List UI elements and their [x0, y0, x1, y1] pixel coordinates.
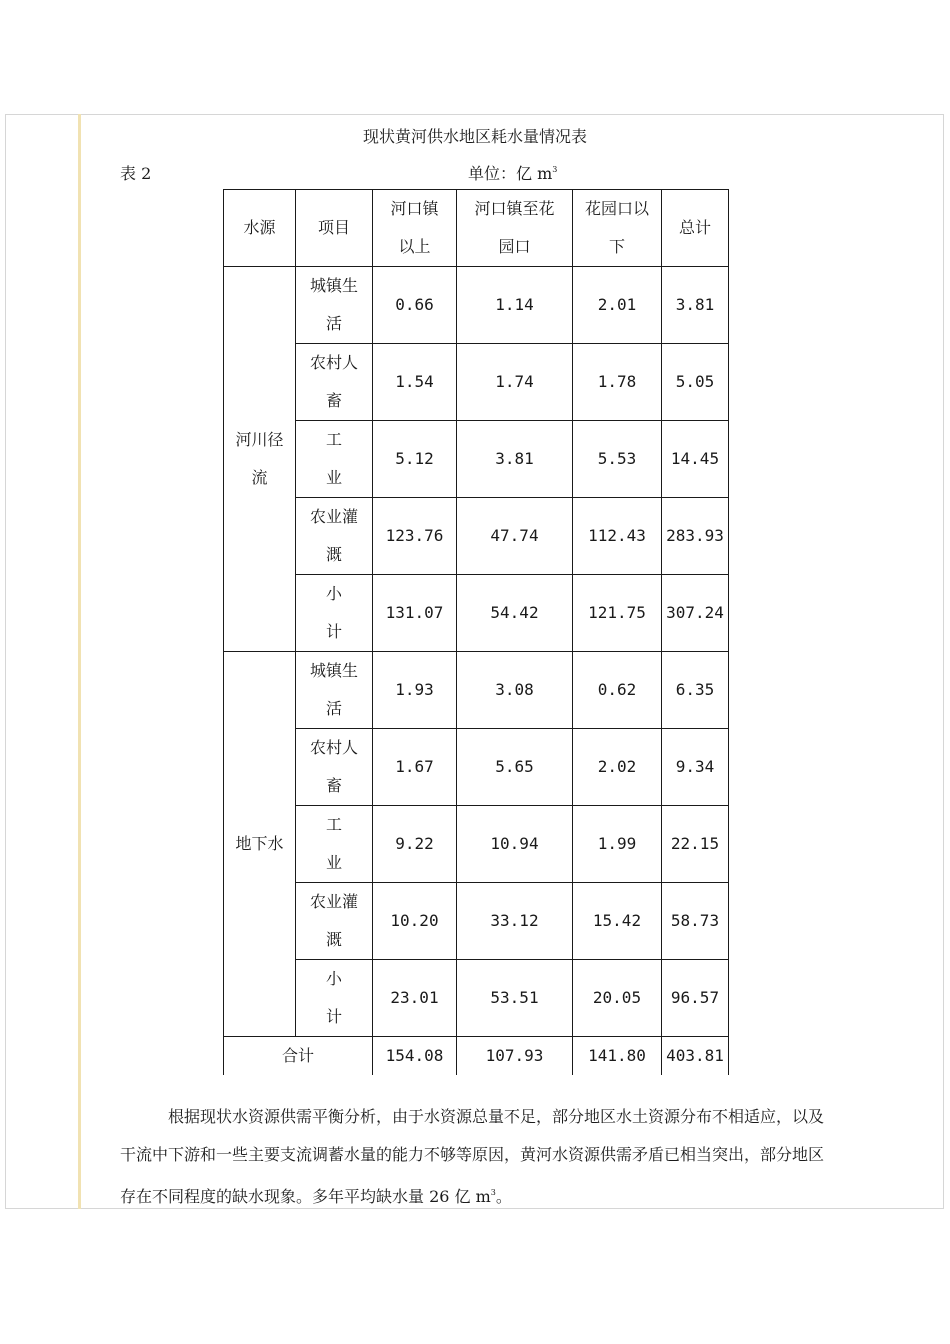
source-line: 流	[251, 468, 268, 487]
item-cell	[296, 344, 373, 421]
total-cell: 3.81	[662, 267, 729, 344]
item-line: 业	[325, 853, 342, 872]
header-col3-line: 花园口以	[584, 199, 649, 218]
source-line: 河川径	[235, 430, 284, 449]
paragraph-text: 根据现状水资源供需平衡分析，由于水资源总量不足，部分地区水土资源分布不相适应，以及干流中下游和一些主要支流调蓄水量的能力不够等原因，黄河水资源供需矛盾已相当突出，部分地区存在不同程度的缺水现象。多年平均缺水量 26 亿 m	[120, 1107, 825, 1206]
grand-total-value: 107.93	[457, 1037, 573, 1076]
item-cell	[296, 498, 373, 575]
header-col2-line: 园口	[498, 237, 531, 256]
total-cell: 9.34	[662, 729, 729, 806]
water-consumption-table	[223, 189, 729, 1075]
grand-total-value: 141.80	[573, 1037, 662, 1076]
table-number: 表 2	[120, 164, 152, 183]
header-total: 总计	[662, 190, 729, 267]
header-col1-line: 以上	[398, 237, 431, 256]
total-cell: 96.57	[662, 960, 729, 1037]
item-line: 溉	[325, 545, 342, 564]
item-cell	[296, 267, 373, 344]
value-cell: 2.01	[573, 267, 662, 344]
item-line: 畜	[325, 391, 342, 410]
value-cell: 53.51	[457, 960, 573, 1037]
header-row	[224, 190, 729, 267]
value-cell: 20.05	[573, 960, 662, 1037]
item-cell	[296, 575, 373, 652]
table-title: 现状黄河供水地区耗水量情况表	[362, 127, 587, 146]
table-row	[224, 729, 729, 806]
item-line: 计	[325, 1007, 342, 1026]
value-cell: 1.74	[457, 344, 573, 421]
value-cell: 15.42	[573, 883, 662, 960]
total-cell: 5.05	[662, 344, 729, 421]
table-row	[224, 806, 729, 883]
value-cell: 3.81	[457, 421, 573, 498]
item-cell	[296, 883, 373, 960]
total-cell: 6.35	[662, 652, 729, 729]
header-item: 项目	[296, 190, 373, 267]
value-cell: 9.22	[373, 806, 457, 883]
table-row	[224, 344, 729, 421]
header-col2	[457, 190, 573, 267]
value-cell: 10.20	[373, 883, 457, 960]
item-line: 农村人	[309, 353, 358, 372]
value-cell: 1.14	[457, 267, 573, 344]
grand-total-label: 合计	[224, 1037, 373, 1076]
item-line: 业	[325, 468, 342, 487]
header-col1-line: 河口镇	[390, 199, 439, 218]
table-row	[224, 960, 729, 1037]
value-cell: 1.99	[573, 806, 662, 883]
item-line: 畜	[325, 776, 342, 795]
value-cell: 0.62	[573, 652, 662, 729]
item-line: 活	[325, 314, 342, 333]
header-source: 水源	[224, 190, 296, 267]
item-line: 活	[325, 699, 342, 718]
margin-rule	[78, 114, 81, 1209]
item-cell	[296, 421, 373, 498]
item-line: 城镇生	[309, 276, 358, 295]
total-cell: 14.45	[662, 421, 729, 498]
item-line: 城镇生	[309, 661, 358, 680]
value-cell: 121.75	[573, 575, 662, 652]
item-line: 农业灌	[309, 507, 358, 526]
grand-total-row	[224, 1037, 729, 1076]
value-cell: 1.67	[373, 729, 457, 806]
unit-text: 单位：亿 m	[468, 164, 553, 183]
table-row	[224, 575, 729, 652]
value-cell: 2.02	[573, 729, 662, 806]
value-cell: 54.42	[457, 575, 573, 652]
table-row	[224, 883, 729, 960]
body-paragraph	[120, 1098, 838, 1216]
item-line: 溉	[325, 930, 342, 949]
unit-label	[468, 161, 557, 184]
table-row	[224, 652, 729, 729]
value-cell: 5.12	[373, 421, 457, 498]
header-col3	[573, 190, 662, 267]
item-cell	[296, 960, 373, 1037]
source-cell	[224, 652, 296, 1037]
value-cell: 5.65	[457, 729, 573, 806]
header-col3-line: 下	[608, 237, 625, 256]
unit-superscript: 3	[552, 165, 558, 174]
paragraph-tail: 。	[495, 1187, 512, 1206]
value-cell: 123.76	[373, 498, 457, 575]
total-cell: 307.24	[662, 575, 729, 652]
total-cell: 283.93	[662, 498, 729, 575]
total-cell: 58.73	[662, 883, 729, 960]
table-row	[224, 267, 729, 344]
item-cell	[296, 806, 373, 883]
value-cell: 10.94	[457, 806, 573, 883]
value-cell: 0.66	[373, 267, 457, 344]
table-row	[224, 498, 729, 575]
table-row	[224, 421, 729, 498]
source-cell	[224, 267, 296, 652]
value-cell: 47.74	[457, 498, 573, 575]
source-line: 地下水	[235, 834, 284, 853]
item-line: 工	[325, 430, 342, 449]
item-line: 小	[325, 969, 342, 988]
value-cell: 1.78	[573, 344, 662, 421]
value-cell: 3.08	[457, 652, 573, 729]
value-cell: 23.01	[373, 960, 457, 1037]
total-cell: 22.15	[662, 806, 729, 883]
header-col1	[373, 190, 457, 267]
item-line: 工	[325, 815, 342, 834]
value-cell: 33.12	[457, 883, 573, 960]
paragraph-superscript: 3	[490, 1188, 496, 1197]
value-cell: 1.93	[373, 652, 457, 729]
item-cell	[296, 729, 373, 806]
value-cell: 131.07	[373, 575, 457, 652]
grand-total-value: 154.08	[373, 1037, 457, 1076]
grand-total-value: 403.81	[662, 1037, 729, 1076]
item-line: 计	[325, 622, 342, 641]
value-cell: 5.53	[573, 421, 662, 498]
item-cell	[296, 652, 373, 729]
value-cell: 112.43	[573, 498, 662, 575]
value-cell: 1.54	[373, 344, 457, 421]
item-line: 小	[325, 584, 342, 603]
item-line: 农业灌	[309, 892, 358, 911]
item-line: 农村人	[309, 738, 358, 757]
header-col2-line: 河口镇至花	[474, 199, 555, 218]
